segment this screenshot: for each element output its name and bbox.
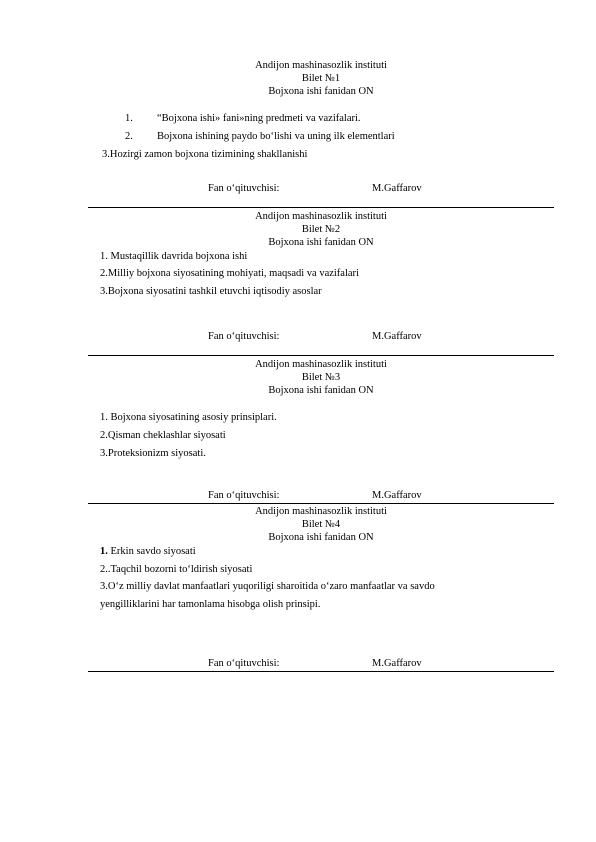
question-item: 2..Taqchil bozorni to‘ldirish siyosati bbox=[100, 564, 253, 575]
question-item: 2.Milliy bojxona siyosatining mohiyati, maqsadi va vazifalari bbox=[100, 268, 359, 279]
ticket-number: Bilet №1 bbox=[301, 73, 341, 84]
subject-line: Bojxona ishi fanidan ON bbox=[268, 532, 374, 543]
question-number: 1. bbox=[100, 546, 108, 557]
teacher-name: M.Gaffarov bbox=[372, 490, 422, 501]
question-item bbox=[100, 545, 196, 558]
subject-line: Bojxona ishi fanidan ON bbox=[268, 237, 374, 248]
question-item: yengilliklarini har tamonlama hisobga olish prinsipi. bbox=[100, 599, 321, 610]
teacher-label: Fan o‘qituvchisi: bbox=[208, 658, 280, 669]
separator-line bbox=[88, 671, 554, 672]
institute-name: Andijon mashinasozlik instituti bbox=[255, 60, 387, 71]
question-item: Bojxona ishining paydo bo‘lishi va uning ilk elementlari bbox=[157, 131, 395, 142]
teacher-name: M.Gaffarov bbox=[372, 331, 422, 342]
teacher-name: M.Gaffarov bbox=[372, 658, 422, 669]
teacher-label: Fan o‘qituvchisi: bbox=[208, 490, 280, 501]
institute-name: Andijon mashinasozlik instituti bbox=[255, 359, 387, 370]
question-text: Erkin savdo siyosati bbox=[107, 546, 196, 557]
teacher-name: M.Gaffarov bbox=[372, 183, 422, 194]
question-item: 2.Qisman cheklashlar siyosati bbox=[100, 430, 226, 441]
question-item: 3.Proteksionizm siyosati. bbox=[100, 448, 206, 459]
ticket-number: Bilet №4 bbox=[301, 519, 341, 530]
separator-line bbox=[88, 503, 554, 504]
question-item: 3.Hozirgi zamon bojxona tizimining shakllanishi bbox=[102, 149, 308, 160]
question-number: 1. bbox=[125, 113, 133, 124]
separator-line bbox=[88, 355, 554, 356]
subject-line: Bojxona ishi fanidan ON bbox=[268, 385, 374, 396]
teacher-label: Fan o‘qituvchisi: bbox=[208, 331, 280, 342]
question-item: 3.O‘z milliy davlat manfaatlari yuqoriligi sharoitida o‘zaro manfaatlar va savdo bbox=[100, 581, 435, 592]
question-item: “Bojxona ishi» fani»ning predmeti va vazifalari. bbox=[157, 113, 361, 124]
question-item: 1. Mustaqillik davrida bojxona ishi bbox=[100, 251, 248, 262]
subject-line: Bojxona ishi fanidan ON bbox=[268, 86, 374, 97]
separator-line bbox=[88, 207, 554, 208]
question-item: 1. Bojxona siyosatining asosiy prinsiplari. bbox=[100, 412, 277, 423]
institute-name: Andijon mashinasozlik instituti bbox=[255, 211, 387, 222]
ticket-number: Bilet №3 bbox=[301, 372, 341, 383]
teacher-label: Fan o‘qituvchisi: bbox=[208, 183, 280, 194]
institute-name: Andijon mashinasozlik instituti bbox=[255, 506, 387, 517]
question-item: 3.Bojxona siyosatini tashkil etuvchi iqtisodiy asoslar bbox=[100, 286, 322, 297]
ticket-number: Bilet №2 bbox=[301, 224, 341, 235]
question-number: 2. bbox=[125, 131, 133, 142]
